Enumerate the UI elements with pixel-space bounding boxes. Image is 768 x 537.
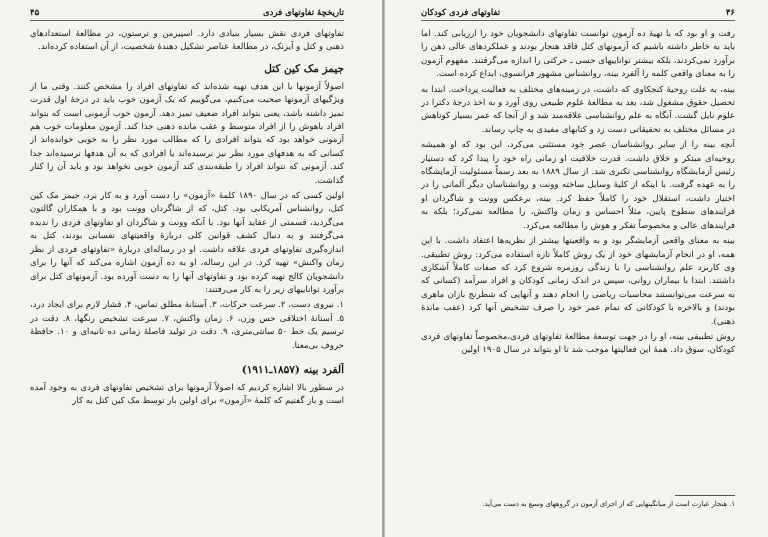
left-page-body [30, 28, 344, 527]
footnote-text: ۱. هنجار عبارت است از میانگینهایی که از اجرای آزمون در گروههای وسیع به دست می‌آید. [482, 500, 735, 508]
right-paragraph-3: آنچه بینه را از سایر روانشناسان عصر خود مستثنی می‌کرد، این بود که او همیشه روحیه‌ای مبتکر و خلاق داشت. قدرت خلاقیت او زمانی راه خود را پیدا کرد که دستیار رئیس آزمایشگاه روانشناسی تکنری شد. از سال ۱۸۸۹ به بعد رسماً مسئولیت آزمایشگاه را به عهده گرفت. با اینکه از کلیهٔ وسایل ساخته وونت و روانشناسان دیگر آلمانی را در اختیار داشت، استقلال خود را کاملاً حفظ کرد. بینه، برعکس وونت و شاگردان او فرایندهای سطوح پایین، مثلاً احساس و زمان واکنش، را مطالعه نمی‌کرد؛ بلکه به فرایندهای عالی و مخصوصاً تفکر و هوش را مطالعه می‌کرد. [421, 140, 735, 231]
right-paragraph-1: رفت و او بود که با تهیهٔ ده آزمون توانست تفاوتهای دانشجویان خود را ارزیابی کند. اما باید به خاطر داشته باشیم که آزمونهای کتل فاقد هنجار بودند و عملکردهای عالی ذهن را برآورد نمی‌کردند، بلکه بیشتر تواناییهای حسی ـ حرکتی را اندازه می‌گرفتند. مفهوم آزمون را به معنای واقعی کلمه را آلفرد بینه، روانشناس مشهور فرانسوی، ابداع کرده است. [421, 29, 735, 80]
heading-james-cattell: جیمز مک کین کتل [264, 62, 344, 75]
left-paragraph-2: اصولاً آزمونها با این هدف تهیه شده‌اند که تفاوتهای افراد را مشخص کنند. وقتی ما از ویژگیهای آزمونها صحبت می‌کنیم، می‌گوییم که یک آزمون خوب باید در درجهٔ اول قدرت تمیز داشته باشد، یعنی بتواند افراد ضعیف تمیز دهد. آزمون خوب آزمونی است که بتواند افراد باهوش را از افراد متوسط و عقب مانده ذهنی جدا کند. آزمون معلومات خوب هم آزمونی خواهد بود که بتواند افرادی را که مطالب مورد نظر را به خوبی خوانده‌اند از کسانی که به هدفهای مورد نظر نیز نرسیده‌اند یا افرادی که به آن هدفها نرسیده‌اند جدا کند. آزمونی که نتواند افراد را طبقه‌بندی کند آزمون خوبی نخواهد بود و باید آن را کنار گذاشت. [30, 81, 344, 186]
left-paragraph-3: اولین کسی که در سال ۱۸۹۰ کلمهٔ «آزمون» را دست آورد و به کار برد، جیمز مک کین کتل، روانشناس آمریکایی بود. کتل، که از شاگردان وونت بود و با همکاران گالتون می‌گردید، قسمتی از عقاید آنها بود. با آنکه وونت و شاگردان او تفاوتهای فردی را ندیده می‌گرفتند و به دنبال کشف قوانین کلی دربارهٔ واقعیتهای نفسانی بودند، کتل به اندازه‌گیری تفاوتهای فردی علاقه داشت. او در رساله‌ای دربارهٔ «تفاوتهای فردی از نظر زمان واکنش» تهیه کرد. در این رساله، او به ده آزمون اشاره می‌کند که آنها را برای دانشجویان کالج تهیه کرده بود و تفاوتهای آنها را به دست آورده بود. آزمونهای کتل برای برآورد تواناییهای زیر را به کار می‌رفتند: [30, 191, 344, 295]
footnote-rule [675, 495, 735, 496]
left-page-title: تاریخچهٔ تفاوتهای فردی [263, 8, 344, 18]
heading-alfred-binet: آلفرد بینه (۱۸۵۷ـ۱۹۱۱) [241, 363, 344, 376]
right-page [385, 0, 768, 537]
right-paragraph-4: بینه به معنای واقعی آزمایشگر بود و به واقعیتها بیشتر از نظریه‌ها اعتقاد داشت. با این همه، او در انجام آزمایشهای خود از یک روش کاملاً تازه استفاده می‌کرد: روش تطبیقی. وی کاربرد علم روانشناسی را با زندگی روزمره شروع کرد که صفات کاملاً آشکاری داشتند. ابتدا با بیماران روانی، سپس در اندک زمانی کودکان و افراد سرآمد (کسانی که به سرعت می‌توانستند محاسبات ریاضی را انجام دهند و آنهایی که شطرنج بازان ماهری بودند) و بالاخره با کودکانی که تمام عمر خود را صرف تشخیص آنها کرد (عقب ماندهٔ ذهنی). [421, 236, 735, 327]
left-page [0, 0, 383, 537]
left-paragraph-4: ۱. نیروی دست، ۲. سرعت حرکات، ۳. آستانهٔ مطلق تماس، ۴. فشار لازم برای ایجاد درد، ۵. آستانهٔ اختلافی حس وزن، ۶. زمان واکنش، ۷. سرعت تشخیص رنگها، ۸. دقت در ترسیم یک خط ۵۰ سانتی‌متری، ۹. دقت در تولید فاصلهٔ زمانی ده ثانیه‌ای و ۱۰. حافظهٔ حروف بی‌معنا. [30, 300, 344, 351]
right-paragraph-5: روش تطبیقی بینه، او را در جهت توسعهٔ مطالعهٔ تفاوتهای فردی،مخصوصاً تفاوتهای فردی کودکان، سوق داد. همهٔ این فعالیتها موجب شد تا او بتواند در سال ۱۹۰۵ اولین [421, 331, 735, 356]
left-paragraph-5: در سطور بالا اشاره کردیم که اصولاً آزمونها برای تشخیص تفاوتهای فردی به وجود آمده است و باز گفتیم که کلمهٔ «آزمون» برای اولین بار توسط مک کین کتل به کار [30, 382, 344, 407]
right-page-body [421, 28, 735, 489]
right-page-number: ۴۶ [725, 8, 735, 18]
left-paragraph-1: تفاوتهای فردی نقش بسیار بنیادی دارد. اسپیرمن و ترستون، در مطالعهٔ استعدادهای ذهنی و کتل و آیزنک، در مطالعهٔ عناصر تشکیل دهندهٔ شخصیت، از آن استفاده کرده‌اند. [30, 29, 344, 53]
left-page-number: ۴۵ [30, 8, 40, 18]
right-paragraph-2: بینه، به علت روحیهٔ کنجکاوی که داشت، در زمینه‌های مختلف به فعالیت پرداخت. ابتدا به تحصیل حقوق مشغول شد، بعد به مطالعهٔ علوم طبیعی روی آورد و به اخذ درجهٔ دکترا در علوم نایل گشت. آنگاه به علم روانشناسی علاقه‌مند شد و از آنجا که عمر بسیار کوتاهش در مسائل مختلف به تحقیقاتی دست زد و کتابهای مفیدی به چاپ رساند. [421, 84, 735, 135]
right-page-title: تفاوتهای فردی کودکان [421, 8, 501, 18]
right-running-head [385, 8, 768, 22]
left-running-head [0, 8, 382, 22]
right-footnote [421, 495, 735, 509]
